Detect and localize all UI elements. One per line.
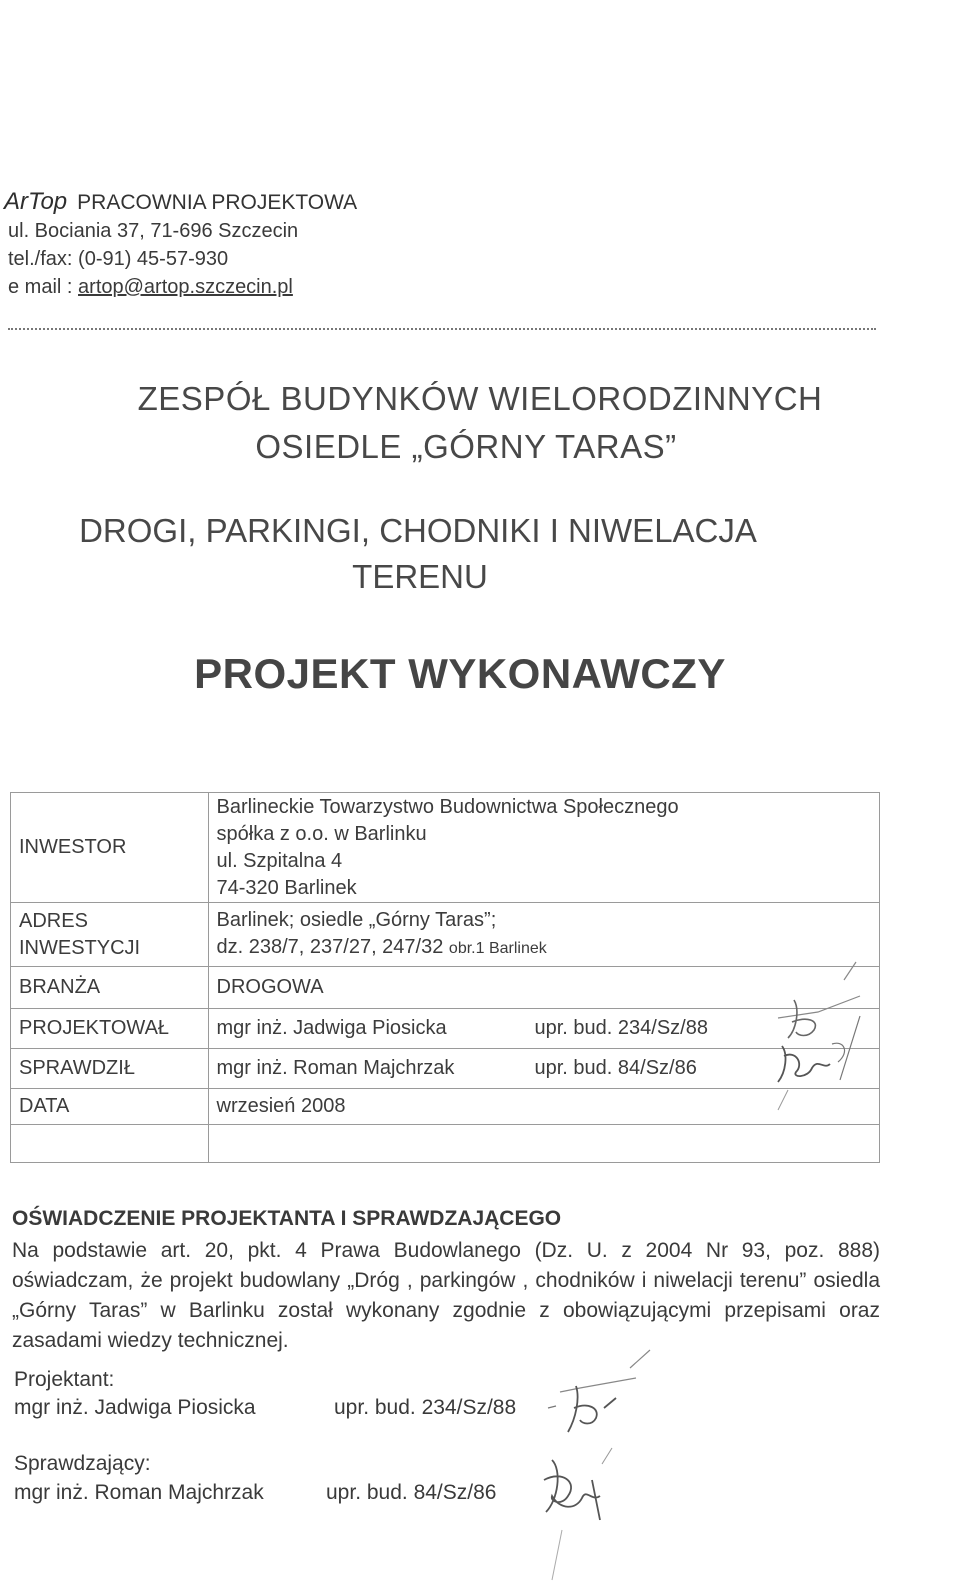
title-complex: ZESPÓŁ BUDYNKÓW WIELORODZINNYCH <box>137 380 823 417</box>
address-label <box>11 903 209 967</box>
designer-label: PROJEKTOWAŁ <box>11 1009 209 1049</box>
checker-name: mgr inż. Roman Majchrzak <box>216 1057 455 1079</box>
designer-role: Projektant: <box>14 1368 115 1391</box>
designer-signature-icon <box>540 1348 660 1448</box>
header-divider <box>8 328 876 330</box>
investor-label: INWESTOR <box>11 793 209 903</box>
designer-name: mgr inż. Jadwiga Piosicka <box>216 1017 447 1039</box>
firm-name: PRACOWNIA PROJEKTOWA <box>77 191 358 214</box>
statement-title: OŚWIADCZENIE PROJEKTANTA I SPRAWDZAJĄCEGO <box>12 1207 562 1230</box>
company-phone: tel./fax: (0-91) 45-57-930 <box>8 248 229 270</box>
plot-numbers: dz. 238/7, 237/27, 247/32 <box>216 936 444 958</box>
checker-label: SPRAWDZIŁ <box>11 1049 209 1089</box>
investor-line: 74-320 Barlinek <box>216 876 357 899</box>
row-address <box>11 903 880 967</box>
branch-label: BRANŻA <box>11 967 209 1009</box>
date-value: wrzesień 2008 <box>208 1089 880 1125</box>
designer-permit: upr. bud. 234/Sz/88 <box>534 1017 708 1039</box>
title-estate: OSIEDLE „GÓRNY TARAS” <box>255 428 677 465</box>
plot-precinct: obr.1 Barlinek <box>448 940 547 957</box>
designer-sign-name: mgr inż. Jadwiga Piosicka <box>14 1396 256 1419</box>
company-email-line <box>8 276 293 299</box>
checker-permit: upr. bud. 84/Sz/86 <box>534 1057 697 1079</box>
branch-value: DROGOWA <box>208 967 880 1009</box>
address-label-line: ADRES <box>19 909 88 932</box>
checker-sign-name: mgr inż. Roman Majchrzak <box>14 1481 264 1504</box>
email-link[interactable]: artop@artop.szczecin.pl <box>78 276 293 298</box>
investor-line: Barlineckie Towarzystwo Budownictwa Społecznego <box>216 795 679 818</box>
address-value <box>208 903 880 967</box>
statement-body: Na podstawie art. 20, pkt. 4 Prawa Budowlanego (Dz. U. z 2004 Nr 93, poz. 888) oświadczam, że projekt budowlany „Dróg , parkingów , chodników i niwelacji terenu” osiedla „Górny Taras” w Barlinku został wykonany zgodnie z obowiązującymi przepisami oraz zasadami wiedzy technicznej. <box>12 1239 880 1352</box>
title-scope-cont: TERENU <box>352 558 488 595</box>
checker-sign-permit: upr. bud. 84/Sz/86 <box>326 1481 497 1504</box>
company-name <box>4 188 357 216</box>
checker-role: Sprawdzający: <box>14 1452 151 1475</box>
date-label: DATA <box>11 1089 209 1125</box>
investor-line: ul. Szpitalna 4 <box>216 849 343 872</box>
title-project-type: PROJEKT WYKONAWCZY <box>194 650 726 697</box>
table-signatures-icon <box>748 960 878 1120</box>
address-line <box>217 934 872 962</box>
brand-logo-text: ArTop <box>4 188 68 215</box>
investor-line: spółka z o.o. w Barlinku <box>216 822 427 845</box>
designer-sign-permit: upr. bud. 234/Sz/88 <box>334 1396 517 1419</box>
title-scope: DROGI, PARKINGI, CHODNIKI I NIWELACJA <box>79 512 757 549</box>
checker-signature-icon <box>522 1440 632 1590</box>
address-line: Barlinek; osiedle „Górny Taras”; <box>216 909 497 931</box>
empty-cell <box>11 1125 209 1163</box>
company-address: ul. Bociania 37, 71-696 Szczecin <box>8 220 299 242</box>
row-empty <box>11 1125 880 1163</box>
email-label: e mail : <box>8 276 73 298</box>
address-label-line: INWESTYCJI <box>19 936 141 959</box>
row-investor <box>11 793 880 903</box>
investor-value <box>208 793 880 903</box>
empty-cell <box>208 1125 880 1163</box>
